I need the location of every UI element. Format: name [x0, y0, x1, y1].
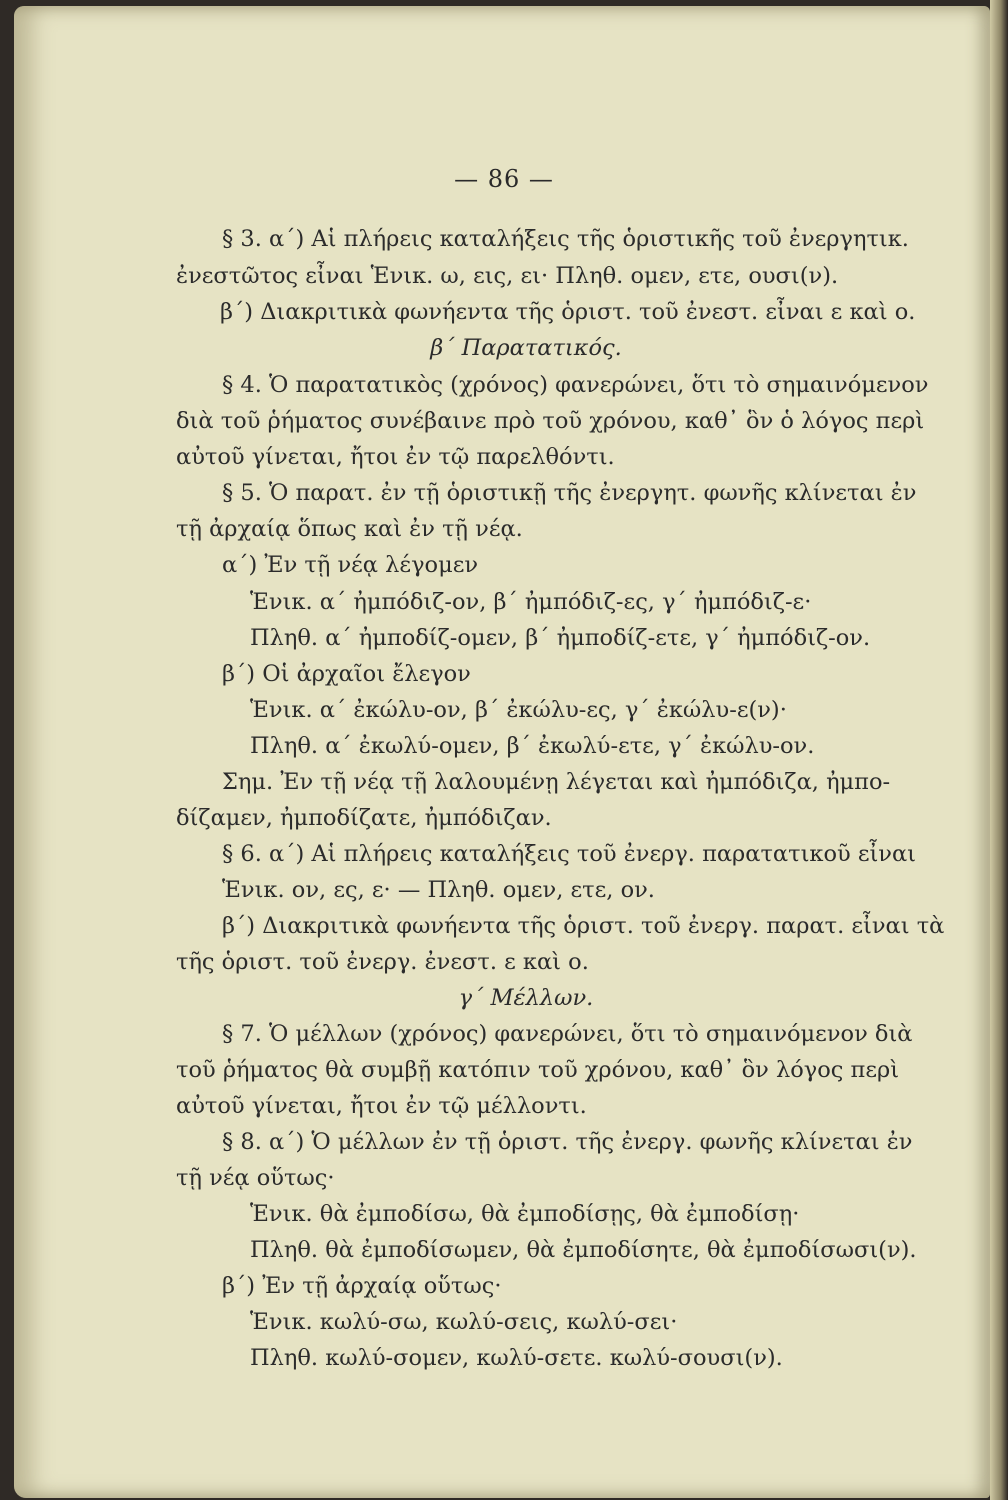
conjugation-line: Πληθ. α΄ ἐκωλύ-ομεν, β΄ ἐκωλύ-ετε, γ΄ ἐκώλυ-ον.	[250, 733, 815, 759]
text-line: διὰ τοῦ ῥήματος συνέβαινε πρὸ τοῦ χρόνου, καθ᾽ ὃν ὁ λόγος περὶ	[176, 408, 925, 434]
conjugation-line: Ἑνικ. θὰ ἐμποδίσω, θὰ ἐμποδίσῃς, θὰ ἐμποδίσῃ·	[250, 1201, 800, 1227]
section-heading: β΄ Παρατατικός.	[430, 335, 622, 361]
text-line: β΄) Οἱ ἀρχαῖοι ἔλεγον	[222, 661, 471, 687]
text-line: β΄) Διακριτικὰ φωνήεντα τῆς ὁριστ. τοῦ ἐνεστ. εἶναι ε καὶ ο.	[220, 299, 916, 325]
text-line: β΄) Ἐν τῇ ἀρχαίᾳ οὕτως·	[222, 1273, 502, 1299]
text-line: ἐνεστῶτος εἶναι Ἑνικ. ω, εις, ει· Πληθ. ομεν, ετε, ουσι(ν).	[176, 263, 839, 289]
text-line: α΄) Ἐν τῇ νέᾳ λέγομεν	[222, 552, 479, 578]
text-line: αὐτοῦ γίνεται, ἤτοι ἐν τῷ μέλλοντι.	[176, 1093, 587, 1119]
text-line: τῇ ἀρχαίᾳ ὅπως καὶ ἐν τῇ νέᾳ.	[176, 516, 523, 542]
text-line: § 8. α΄) Ὁ μέλλων ἐν τῇ ὁριστ. τῆς ἐνεργ. φωνῆς κλίνεται ἐν	[222, 1129, 913, 1155]
text-line: § 7. Ὁ μέλλων (χρόνος) φανερώνει, ὅτι τὸ σημαινόμενον διὰ	[222, 1021, 913, 1047]
text-line: § 3. α΄) Αἱ πλήρεις καταλήξεις τῆς ὁριστικῆς τοῦ ἐνεργητικ.	[222, 226, 909, 252]
text-line: Σημ. Ἐν τῇ νέᾳ τῇ λαλουμένῃ λέγεται καὶ ἠμπόδιζα, ἠμπο-	[222, 769, 891, 795]
conjugation-line: Πληθ. α΄ ἠμποδίζ-ομεν, β΄ ἠμποδίζ-ετε, γ΄ ἠμπόδιζ-ον.	[250, 625, 871, 651]
conjugation-line: Πληθ. θὰ ἐμποδίσωμεν, θὰ ἐμποδίσητε, θὰ ἐμποδίσωσι(ν).	[250, 1237, 917, 1263]
text-line: § 4. Ὁ παρατατικὸς (χρόνος) φανερώνει, ὅτι τὸ σημαινόμενον	[222, 372, 929, 398]
text-line: β΄) Διακριτικὰ φωνήεντα τῆς ὁριστ. τοῦ ἐνεργ. παρατ. εἶναι τὰ	[222, 913, 945, 939]
conjugation-line: Ἑνικ. κωλύ-σω, κωλύ-σεις, κωλύ-σει·	[250, 1309, 678, 1335]
conjugation-line: Πληθ. κωλύ-σομεν, κωλύ-σετε. κωλύ-σουσι(ν).	[250, 1345, 783, 1371]
page-number: — 86 —	[454, 165, 554, 193]
section-heading: γ΄ Μέλλων.	[458, 985, 594, 1011]
text-line: τῇ νέᾳ οὕτως·	[176, 1165, 335, 1191]
text-line: δίζαμεν, ἠμποδίζατε, ἠμπόδιζαν.	[176, 805, 552, 831]
conjugation-line: Ἑνικ. α΄ ἠμπόδιζ-ον, β΄ ἠμπόδιζ-ες, γ΄ ἠμπόδιζ-ε·	[250, 589, 812, 615]
text-line: Ἑνικ. ον, ες, ε· — Πληθ. ομεν, ετε, ον.	[222, 877, 655, 903]
text-line: τοῦ ῥήματος θὰ συμβῇ κατόπιν τοῦ χρόνου, καθ᾽ ὃν λόγος περὶ	[176, 1057, 900, 1083]
text-line: αὐτοῦ γίνεται, ἤτοι ἐν τῷ παρελθόντι.	[176, 444, 615, 470]
conjugation-line: Ἑνικ. α΄ ἐκώλυ-ον, β΄ ἐκώλυ-ες, γ΄ ἐκώλυ-ε(ν)·	[250, 697, 787, 723]
text-line: § 6. α΄) Αἱ πλήρεις καταλήξεις τοῦ ἐνεργ. παρατατικοῦ εἶναι	[222, 841, 917, 867]
text-line: § 5. Ὁ παρατ. ἐν τῇ ὁριστικῇ τῆς ἐνεργητ. φωνῆς κλίνεται ἐν	[222, 480, 917, 506]
text-line: τῆς ὁριστ. τοῦ ἐνεργ. ἐνεστ. ε καὶ ο.	[176, 949, 589, 975]
